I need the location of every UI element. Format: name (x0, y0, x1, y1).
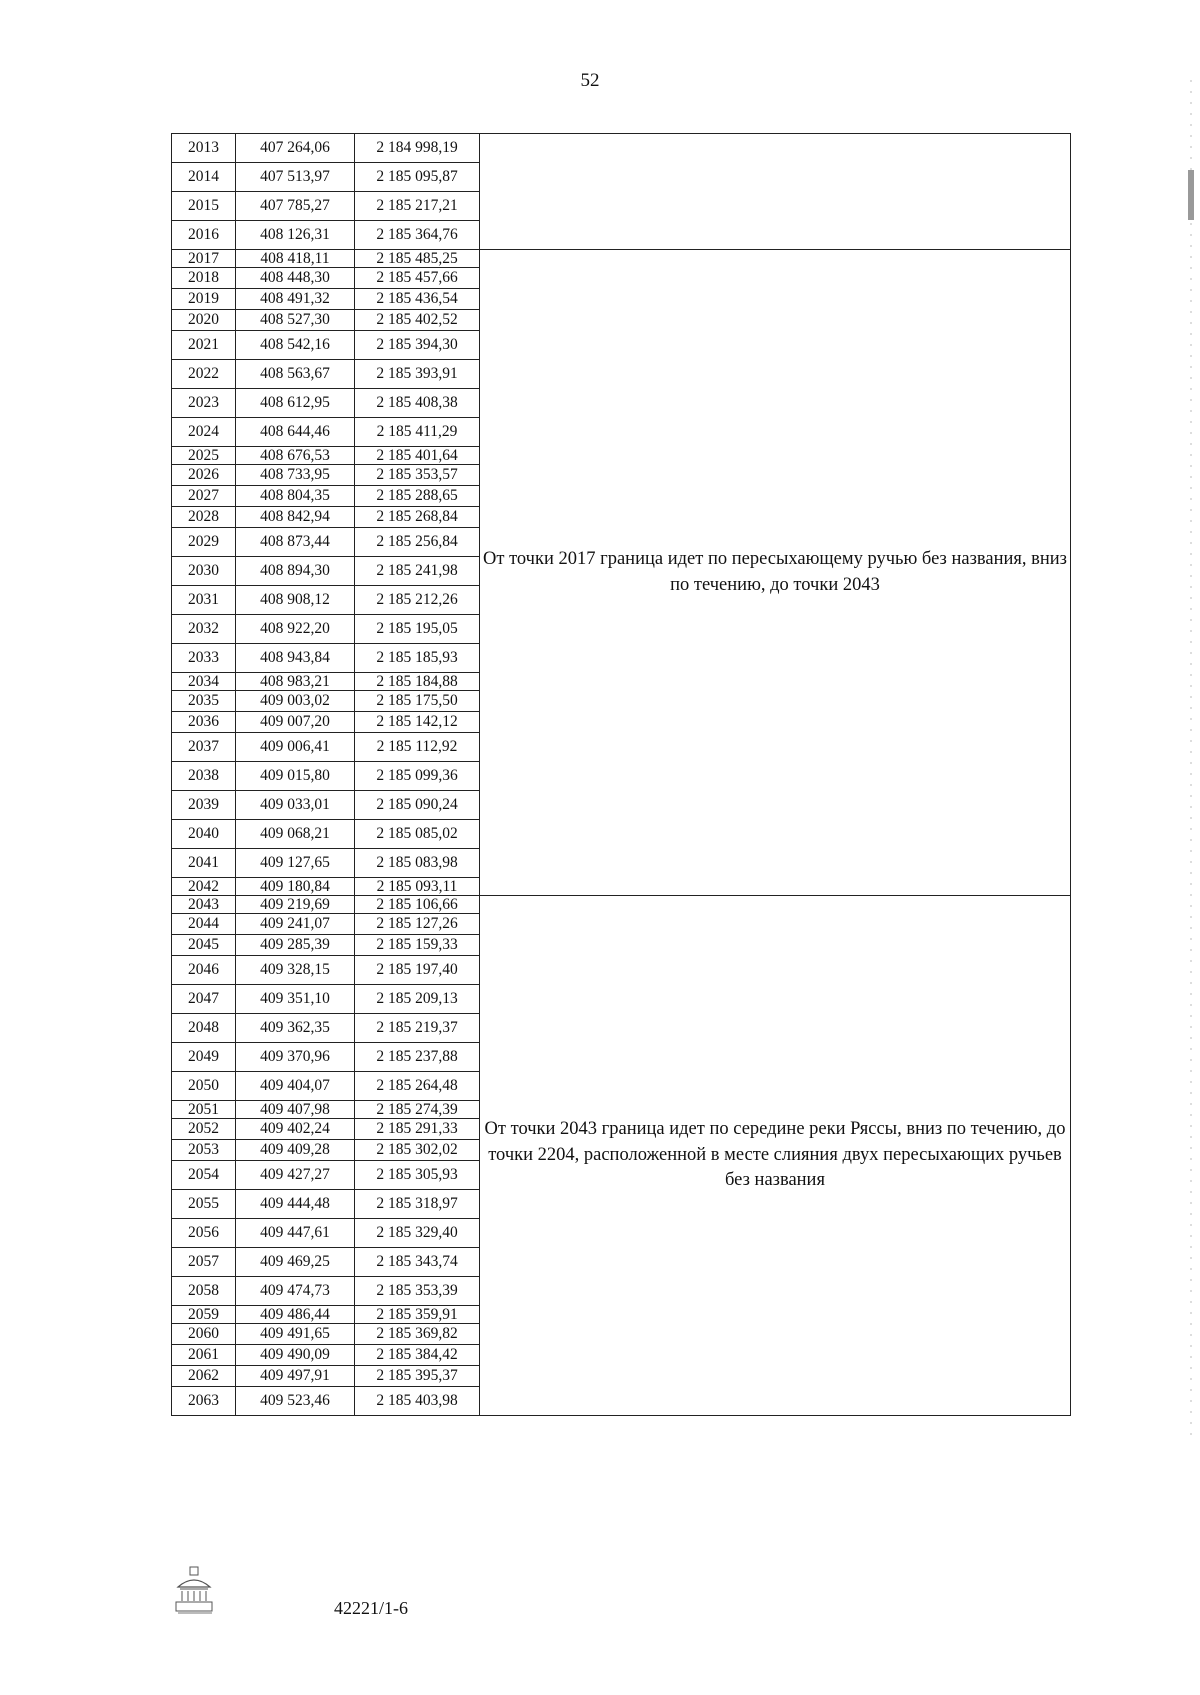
x-coordinate-cell: 407 785,27 (236, 192, 355, 221)
x-coordinate-cell: 409 370,96 (236, 1043, 355, 1072)
x-coordinate-cell: 408 842,94 (236, 507, 355, 528)
point-number-cell: 2035 (172, 691, 236, 712)
coordinates-table (171, 133, 1071, 1416)
y-coordinate-cell: 2 185 095,87 (355, 163, 480, 192)
y-coordinate-cell: 2 185 305,93 (355, 1161, 480, 1190)
y-coordinate-cell: 2 185 256,84 (355, 528, 480, 557)
point-number-cell: 2042 (172, 878, 236, 896)
y-coordinate-cell: 2 185 127,26 (355, 914, 480, 935)
point-number-cell: 2021 (172, 331, 236, 360)
y-coordinate-cell: 2 185 369,82 (355, 1324, 480, 1345)
point-number-cell: 2018 (172, 268, 236, 289)
y-coordinate-cell: 2 185 401,64 (355, 447, 480, 465)
point-number-cell: 2036 (172, 712, 236, 733)
x-coordinate-cell: 409 523,46 (236, 1387, 355, 1416)
point-number-cell: 2043 (172, 896, 236, 914)
y-coordinate-cell: 2 185 264,48 (355, 1072, 480, 1101)
point-number-cell: 2038 (172, 762, 236, 791)
x-coordinate-cell: 409 285,39 (236, 935, 355, 956)
x-coordinate-cell: 409 351,10 (236, 985, 355, 1014)
x-coordinate-cell: 408 126,31 (236, 221, 355, 250)
point-number-cell: 2034 (172, 673, 236, 691)
x-coordinate-cell: 408 563,67 (236, 360, 355, 389)
y-coordinate-cell: 2 184 998,19 (355, 134, 480, 163)
point-number-cell: 2020 (172, 310, 236, 331)
x-coordinate-cell: 408 943,84 (236, 644, 355, 673)
y-coordinate-cell: 2 185 217,21 (355, 192, 480, 221)
y-coordinate-cell: 2 185 436,54 (355, 289, 480, 310)
x-coordinate-cell: 408 873,44 (236, 528, 355, 557)
y-coordinate-cell: 2 185 393,91 (355, 360, 480, 389)
y-coordinate-cell: 2 185 353,39 (355, 1277, 480, 1306)
point-number-cell: 2028 (172, 507, 236, 528)
point-number-cell: 2023 (172, 389, 236, 418)
x-coordinate-cell: 409 407,98 (236, 1101, 355, 1119)
point-number-cell: 2048 (172, 1014, 236, 1043)
point-number-cell: 2050 (172, 1072, 236, 1101)
point-number-cell: 2049 (172, 1043, 236, 1072)
point-number-cell: 2024 (172, 418, 236, 447)
y-coordinate-cell: 2 185 083,98 (355, 849, 480, 878)
y-coordinate-cell: 2 185 237,88 (355, 1043, 480, 1072)
x-coordinate-cell: 409 328,15 (236, 956, 355, 985)
x-coordinate-cell: 408 644,46 (236, 418, 355, 447)
coordinates-table-body (172, 134, 1071, 1416)
point-number-cell: 2017 (172, 250, 236, 268)
y-coordinate-cell: 2 185 343,74 (355, 1248, 480, 1277)
point-number-cell: 2027 (172, 486, 236, 507)
point-number-cell: 2026 (172, 465, 236, 486)
x-coordinate-cell: 407 513,97 (236, 163, 355, 192)
y-coordinate-cell: 2 185 485,25 (355, 250, 480, 268)
document-code: 42221/1-6 (334, 1598, 408, 1618)
point-number-cell: 2058 (172, 1277, 236, 1306)
y-coordinate-cell: 2 185 318,97 (355, 1190, 480, 1219)
x-coordinate-cell: 409 444,48 (236, 1190, 355, 1219)
x-coordinate-cell: 409 491,65 (236, 1324, 355, 1345)
table-row (172, 250, 1071, 268)
point-number-cell: 2039 (172, 791, 236, 820)
x-coordinate-cell: 409 015,80 (236, 762, 355, 791)
y-coordinate-cell: 2 185 394,30 (355, 331, 480, 360)
point-number-cell: 2041 (172, 849, 236, 878)
point-number-cell: 2013 (172, 134, 236, 163)
boundary-description-cell (480, 134, 1071, 250)
x-coordinate-cell: 409 033,01 (236, 791, 355, 820)
point-number-cell: 2062 (172, 1366, 236, 1387)
x-coordinate-cell: 409 362,35 (236, 1014, 355, 1043)
y-coordinate-cell: 2 185 090,24 (355, 791, 480, 820)
y-coordinate-cell: 2 185 185,93 (355, 644, 480, 673)
y-coordinate-cell: 2 185 288,65 (355, 486, 480, 507)
x-coordinate-cell: 409 003,02 (236, 691, 355, 712)
x-coordinate-cell: 409 068,21 (236, 820, 355, 849)
point-number-cell: 2052 (172, 1119, 236, 1140)
point-number-cell: 2030 (172, 557, 236, 586)
y-coordinate-cell: 2 185 159,33 (355, 935, 480, 956)
point-number-cell: 2037 (172, 733, 236, 762)
x-coordinate-cell: 409 006,41 (236, 733, 355, 762)
y-coordinate-cell: 2 185 175,50 (355, 691, 480, 712)
x-coordinate-cell: 408 908,12 (236, 586, 355, 615)
x-coordinate-cell: 409 469,25 (236, 1248, 355, 1277)
x-coordinate-cell: 409 474,73 (236, 1277, 355, 1306)
point-number-cell: 2033 (172, 644, 236, 673)
y-coordinate-cell: 2 185 184,88 (355, 673, 480, 691)
y-coordinate-cell: 2 185 197,40 (355, 956, 480, 985)
point-number-cell: 2059 (172, 1306, 236, 1324)
point-number-cell: 2060 (172, 1324, 236, 1345)
x-coordinate-cell: 408 612,95 (236, 389, 355, 418)
point-number-cell: 2057 (172, 1248, 236, 1277)
point-number-cell: 2056 (172, 1219, 236, 1248)
point-number-cell: 2032 (172, 615, 236, 644)
stamp-logo-icon (172, 1565, 216, 1615)
point-number-cell: 2014 (172, 163, 236, 192)
point-number-cell: 2047 (172, 985, 236, 1014)
point-number-cell: 2061 (172, 1345, 236, 1366)
x-coordinate-cell: 408 448,30 (236, 268, 355, 289)
boundary-description-cell: От точки 2043 граница идет по середине реки Ряссы, вниз по течению, до точки 2204, расположенной в месте слияния двух пересыхающих ручьев без названия (480, 896, 1071, 1416)
x-coordinate-cell: 408 804,35 (236, 486, 355, 507)
x-coordinate-cell: 407 264,06 (236, 134, 355, 163)
point-number-cell: 2019 (172, 289, 236, 310)
x-coordinate-cell: 409 241,07 (236, 914, 355, 935)
x-coordinate-cell: 408 527,30 (236, 310, 355, 331)
x-coordinate-cell: 409 490,09 (236, 1345, 355, 1366)
y-coordinate-cell: 2 185 093,11 (355, 878, 480, 896)
y-coordinate-cell: 2 185 359,91 (355, 1306, 480, 1324)
y-coordinate-cell: 2 185 384,42 (355, 1345, 480, 1366)
y-coordinate-cell: 2 185 457,66 (355, 268, 480, 289)
point-number-cell: 2040 (172, 820, 236, 849)
x-coordinate-cell: 408 542,16 (236, 331, 355, 360)
y-coordinate-cell: 2 185 212,26 (355, 586, 480, 615)
y-coordinate-cell: 2 185 408,38 (355, 389, 480, 418)
y-coordinate-cell: 2 185 402,52 (355, 310, 480, 331)
point-number-cell: 2029 (172, 528, 236, 557)
y-coordinate-cell: 2 185 302,02 (355, 1140, 480, 1161)
point-number-cell: 2055 (172, 1190, 236, 1219)
y-coordinate-cell: 2 185 106,66 (355, 896, 480, 914)
point-number-cell: 2054 (172, 1161, 236, 1190)
x-coordinate-cell: 409 127,65 (236, 849, 355, 878)
y-coordinate-cell: 2 185 291,33 (355, 1119, 480, 1140)
y-coordinate-cell: 2 185 329,40 (355, 1219, 480, 1248)
y-coordinate-cell: 2 185 099,36 (355, 762, 480, 791)
point-number-cell: 2022 (172, 360, 236, 389)
point-number-cell: 2015 (172, 192, 236, 221)
y-coordinate-cell: 2 185 112,92 (355, 733, 480, 762)
point-number-cell: 2053 (172, 1140, 236, 1161)
y-coordinate-cell: 2 185 195,05 (355, 615, 480, 644)
page-number: 52 (580, 70, 600, 91)
y-coordinate-cell: 2 185 268,84 (355, 507, 480, 528)
x-coordinate-cell: 409 007,20 (236, 712, 355, 733)
x-coordinate-cell: 409 409,28 (236, 1140, 355, 1161)
y-coordinate-cell: 2 185 241,98 (355, 557, 480, 586)
point-number-cell: 2046 (172, 956, 236, 985)
table-row (172, 134, 1071, 163)
x-coordinate-cell: 408 733,95 (236, 465, 355, 486)
y-coordinate-cell: 2 185 274,39 (355, 1101, 480, 1119)
y-coordinate-cell: 2 185 085,02 (355, 820, 480, 849)
scan-edge-marks (1188, 60, 1194, 1460)
y-coordinate-cell: 2 185 142,12 (355, 712, 480, 733)
point-number-cell: 2063 (172, 1387, 236, 1416)
y-coordinate-cell: 2 185 209,13 (355, 985, 480, 1014)
x-coordinate-cell: 409 486,44 (236, 1306, 355, 1324)
y-coordinate-cell: 2 185 403,98 (355, 1387, 480, 1416)
x-coordinate-cell: 408 894,30 (236, 557, 355, 586)
point-number-cell: 2016 (172, 221, 236, 250)
point-number-cell: 2025 (172, 447, 236, 465)
y-coordinate-cell: 2 185 395,37 (355, 1366, 480, 1387)
y-coordinate-cell: 2 185 364,76 (355, 221, 480, 250)
x-coordinate-cell: 408 418,11 (236, 250, 355, 268)
boundary-description-cell: От точки 2017 граница идет по пересыхающему ручью без названия, вниз по течению, до точки 2043 (480, 250, 1071, 896)
x-coordinate-cell: 408 676,53 (236, 447, 355, 465)
point-number-cell: 2031 (172, 586, 236, 615)
point-number-cell: 2051 (172, 1101, 236, 1119)
x-coordinate-cell: 409 427,27 (236, 1161, 355, 1190)
x-coordinate-cell: 408 983,21 (236, 673, 355, 691)
x-coordinate-cell: 408 491,32 (236, 289, 355, 310)
point-number-cell: 2045 (172, 935, 236, 956)
x-coordinate-cell: 409 404,07 (236, 1072, 355, 1101)
x-coordinate-cell: 409 219,69 (236, 896, 355, 914)
point-number-cell: 2044 (172, 914, 236, 935)
y-coordinate-cell: 2 185 411,29 (355, 418, 480, 447)
x-coordinate-cell: 409 402,24 (236, 1119, 355, 1140)
y-coordinate-cell: 2 185 219,37 (355, 1014, 480, 1043)
y-coordinate-cell: 2 185 353,57 (355, 465, 480, 486)
x-coordinate-cell: 409 497,91 (236, 1366, 355, 1387)
x-coordinate-cell: 408 922,20 (236, 615, 355, 644)
x-coordinate-cell: 409 180,84 (236, 878, 355, 896)
x-coordinate-cell: 409 447,61 (236, 1219, 355, 1248)
table-row (172, 896, 1071, 914)
